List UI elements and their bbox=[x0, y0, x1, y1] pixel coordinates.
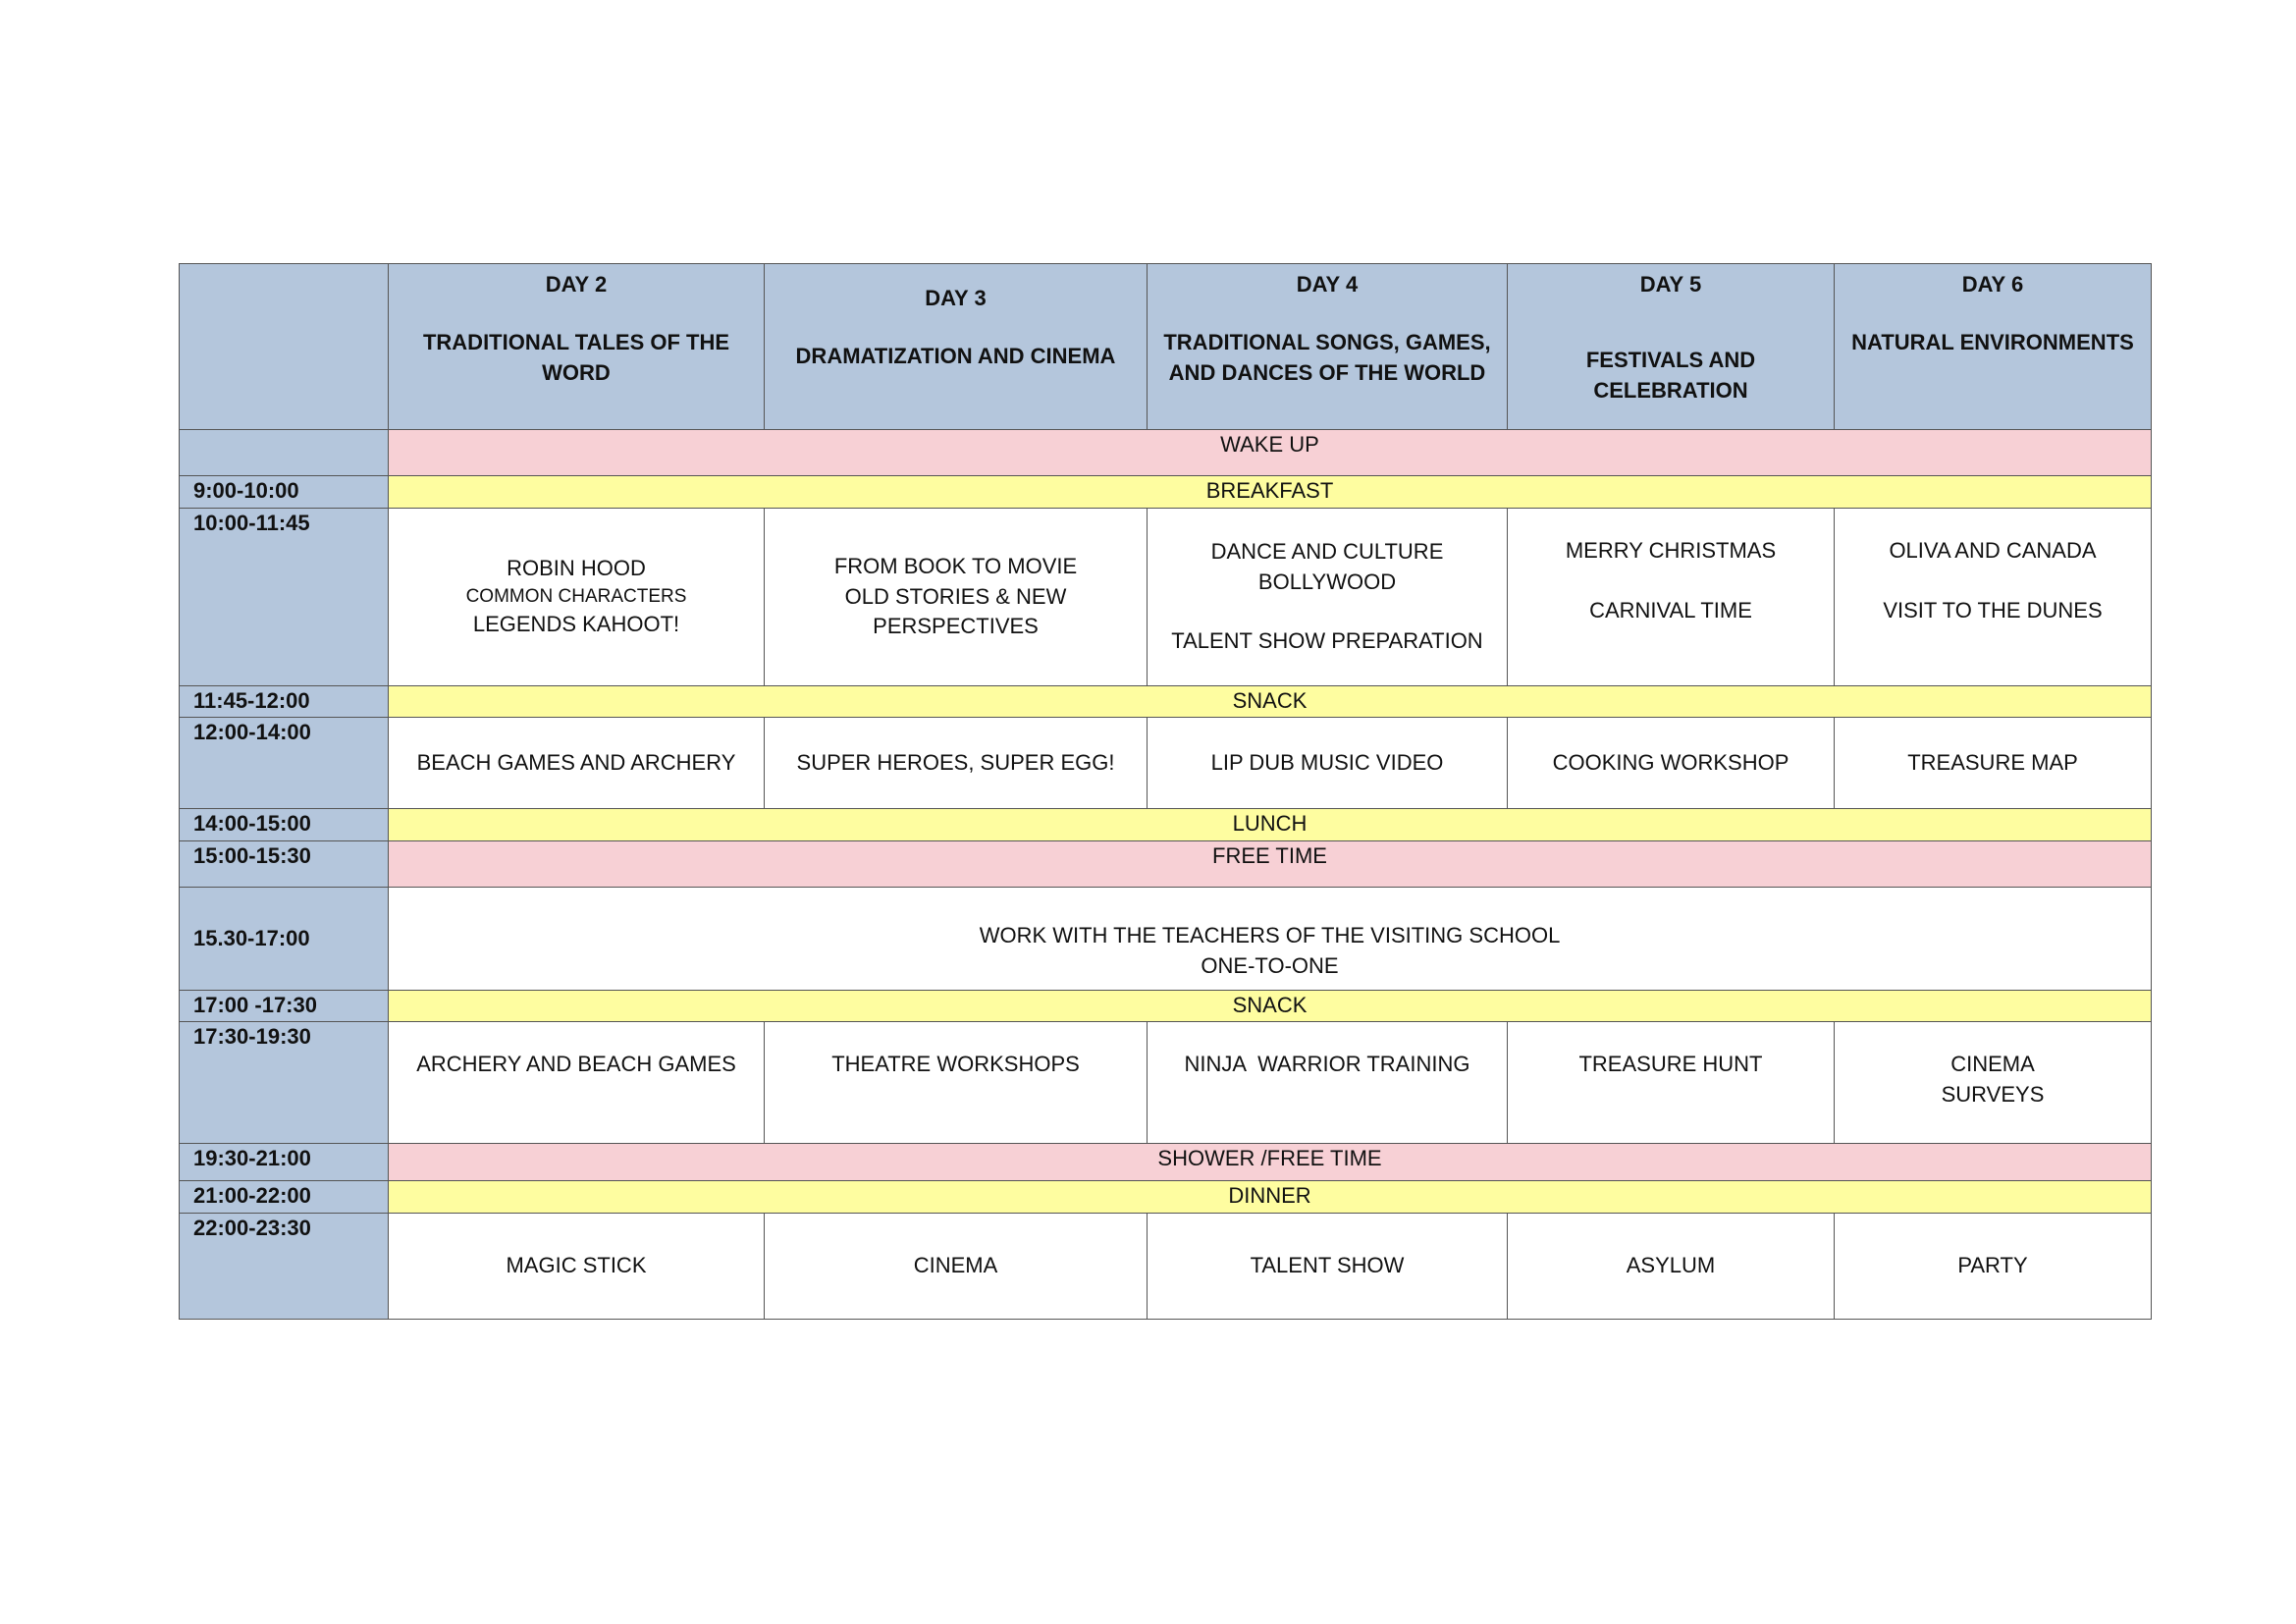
day-label: DAY 4 bbox=[1296, 272, 1359, 297]
activity-line: TALENT SHOW PREPARATION bbox=[1171, 628, 1483, 654]
row-lunch bbox=[180, 809, 2152, 841]
day-theme: DRAMATIZATION AND CINEMA bbox=[795, 343, 1116, 368]
activity-line: DANCE AND CULTURE bbox=[1210, 538, 1444, 564]
spacer bbox=[1148, 597, 1507, 626]
day-label: DAY 3 bbox=[925, 286, 987, 310]
time-cell: 9:00-10:00 bbox=[180, 476, 389, 509]
wake-up-band: WAKE UP bbox=[389, 430, 2152, 476]
activity-cell: BEACH GAMES AND ARCHERY bbox=[389, 718, 765, 809]
activity-line: BOLLYWOOD bbox=[1257, 568, 1397, 594]
activity-cell bbox=[1835, 509, 2152, 686]
row-afternoon bbox=[180, 1022, 2152, 1144]
activity-line: MERRY CHRISTMAS bbox=[1565, 538, 1777, 563]
corner-cell bbox=[180, 264, 389, 430]
free-time-band: FREE TIME bbox=[389, 841, 2152, 888]
row-breakfast bbox=[180, 476, 2152, 509]
dinner-band: DINNER bbox=[389, 1181, 2152, 1214]
activity-line: CARNIVAL TIME bbox=[1589, 597, 1752, 623]
day-theme: NATURAL ENVIRONMENTS bbox=[1851, 329, 2134, 354]
time-cell: 15:00-15:30 bbox=[180, 841, 389, 888]
day-label: DAY 5 bbox=[1639, 272, 1702, 297]
activity-cell: TALENT SHOW bbox=[1148, 1214, 1508, 1320]
activity-line: SURVEYS bbox=[1941, 1081, 2045, 1107]
activity-cell bbox=[1508, 509, 1835, 686]
activity-cell: NINJA WARRIOR TRAINING bbox=[1148, 1022, 1508, 1144]
row-shower bbox=[180, 1144, 2152, 1181]
day-theme: FESTIVALS AND CELEBRATION bbox=[1585, 347, 1756, 403]
row-free-time bbox=[180, 841, 2152, 888]
activity-line: ONE-TO-ONE bbox=[1201, 953, 1339, 979]
header-row bbox=[180, 264, 2152, 430]
time-cell bbox=[180, 430, 389, 476]
activity-cell: LIP DUB MUSIC VIDEO bbox=[1148, 718, 1508, 809]
row-dinner bbox=[180, 1181, 2152, 1214]
row-teachers bbox=[180, 888, 2152, 991]
time-cell: 10:00-11:45 bbox=[180, 509, 389, 686]
header-day4 bbox=[1148, 264, 1508, 430]
row-night bbox=[180, 1214, 2152, 1320]
activity-line: LEGENDS KAHOOT! bbox=[472, 612, 680, 637]
activity-line: OLIVA AND CANADA bbox=[1889, 538, 2097, 563]
activity-cell bbox=[765, 509, 1148, 686]
activity-line: OLD STORIES & NEW bbox=[844, 583, 1067, 609]
activity-line: PERSPECTIVES bbox=[873, 614, 1039, 639]
activity-line: FROM BOOK TO MOVIE bbox=[833, 553, 1078, 578]
schedule-table bbox=[179, 263, 2152, 1320]
header-day2 bbox=[389, 264, 765, 430]
lunch-band: LUNCH bbox=[389, 809, 2152, 841]
header-day6 bbox=[1835, 264, 2152, 430]
day-label: DAY 6 bbox=[1961, 272, 2024, 297]
spacer bbox=[1835, 567, 2151, 596]
time-cell: 21:00-22:00 bbox=[180, 1181, 389, 1214]
row-midday bbox=[180, 718, 2152, 809]
time-cell: 17:30-19:30 bbox=[180, 1022, 389, 1144]
row-snack-2 bbox=[180, 991, 2152, 1022]
time-cell: 15.30-17:00 bbox=[180, 888, 389, 991]
time-cell: 22:00-23:30 bbox=[180, 1214, 389, 1320]
teachers-cell bbox=[389, 888, 2152, 991]
row-wake-up bbox=[180, 430, 2152, 476]
activity-cell: SUPER HEROES, SUPER EGG! bbox=[765, 718, 1148, 809]
activity-line: ROBIN HOOD bbox=[507, 555, 646, 580]
time-cell: 12:00-14:00 bbox=[180, 718, 389, 809]
activity-line: WORK WITH THE TEACHERS OF THE VISITING SCHOOL bbox=[979, 923, 1561, 948]
snack-band: SNACK bbox=[389, 991, 2152, 1022]
activity-cell: ARCHERY AND BEACH GAMES bbox=[389, 1022, 765, 1144]
activity-cell bbox=[389, 509, 765, 686]
activity-cell: TREASURE HUNT bbox=[1508, 1022, 1835, 1144]
activity-cell bbox=[1835, 1022, 2152, 1144]
time-cell: 19:30-21:00 bbox=[180, 1144, 389, 1181]
activity-cell: MAGIC STICK bbox=[389, 1214, 765, 1320]
time-cell: 17:00 -17:30 bbox=[180, 991, 389, 1022]
activity-cell: THEATRE WORKSHOPS bbox=[765, 1022, 1148, 1144]
shower-band: SHOWER /FREE TIME bbox=[389, 1144, 2152, 1181]
activity-cell: TREASURE MAP bbox=[1835, 718, 2152, 809]
header-day3 bbox=[765, 264, 1148, 430]
activity-cell: ASYLUM bbox=[1508, 1214, 1835, 1320]
day-label: DAY 2 bbox=[545, 272, 608, 297]
time-cell: 11:45-12:00 bbox=[180, 686, 389, 718]
day-theme: TRADITIONAL SONGS, GAMES, AND DANCES OF THE WORLD bbox=[1163, 329, 1491, 385]
spacer bbox=[1508, 567, 1834, 596]
activity-line: CINEMA bbox=[1950, 1052, 2035, 1076]
activity-line: COMMON CHARACTERS bbox=[465, 585, 687, 607]
day-theme: TRADITIONAL TALES OF THE WORD bbox=[422, 329, 730, 385]
row-morning bbox=[180, 509, 2152, 686]
activity-cell: CINEMA bbox=[765, 1214, 1148, 1320]
row-snack-1 bbox=[180, 686, 2152, 718]
snack-band: SNACK bbox=[389, 686, 2152, 718]
activity-line: VISIT TO THE DUNES bbox=[1883, 597, 2103, 623]
time-cell: 14:00-15:00 bbox=[180, 809, 389, 841]
breakfast-band: BREAKFAST bbox=[389, 476, 2152, 509]
activity-cell: PARTY bbox=[1835, 1214, 2152, 1320]
activity-cell: COOKING WORKSHOP bbox=[1508, 718, 1835, 809]
header-day5 bbox=[1508, 264, 1835, 430]
activity-cell bbox=[1148, 509, 1508, 686]
